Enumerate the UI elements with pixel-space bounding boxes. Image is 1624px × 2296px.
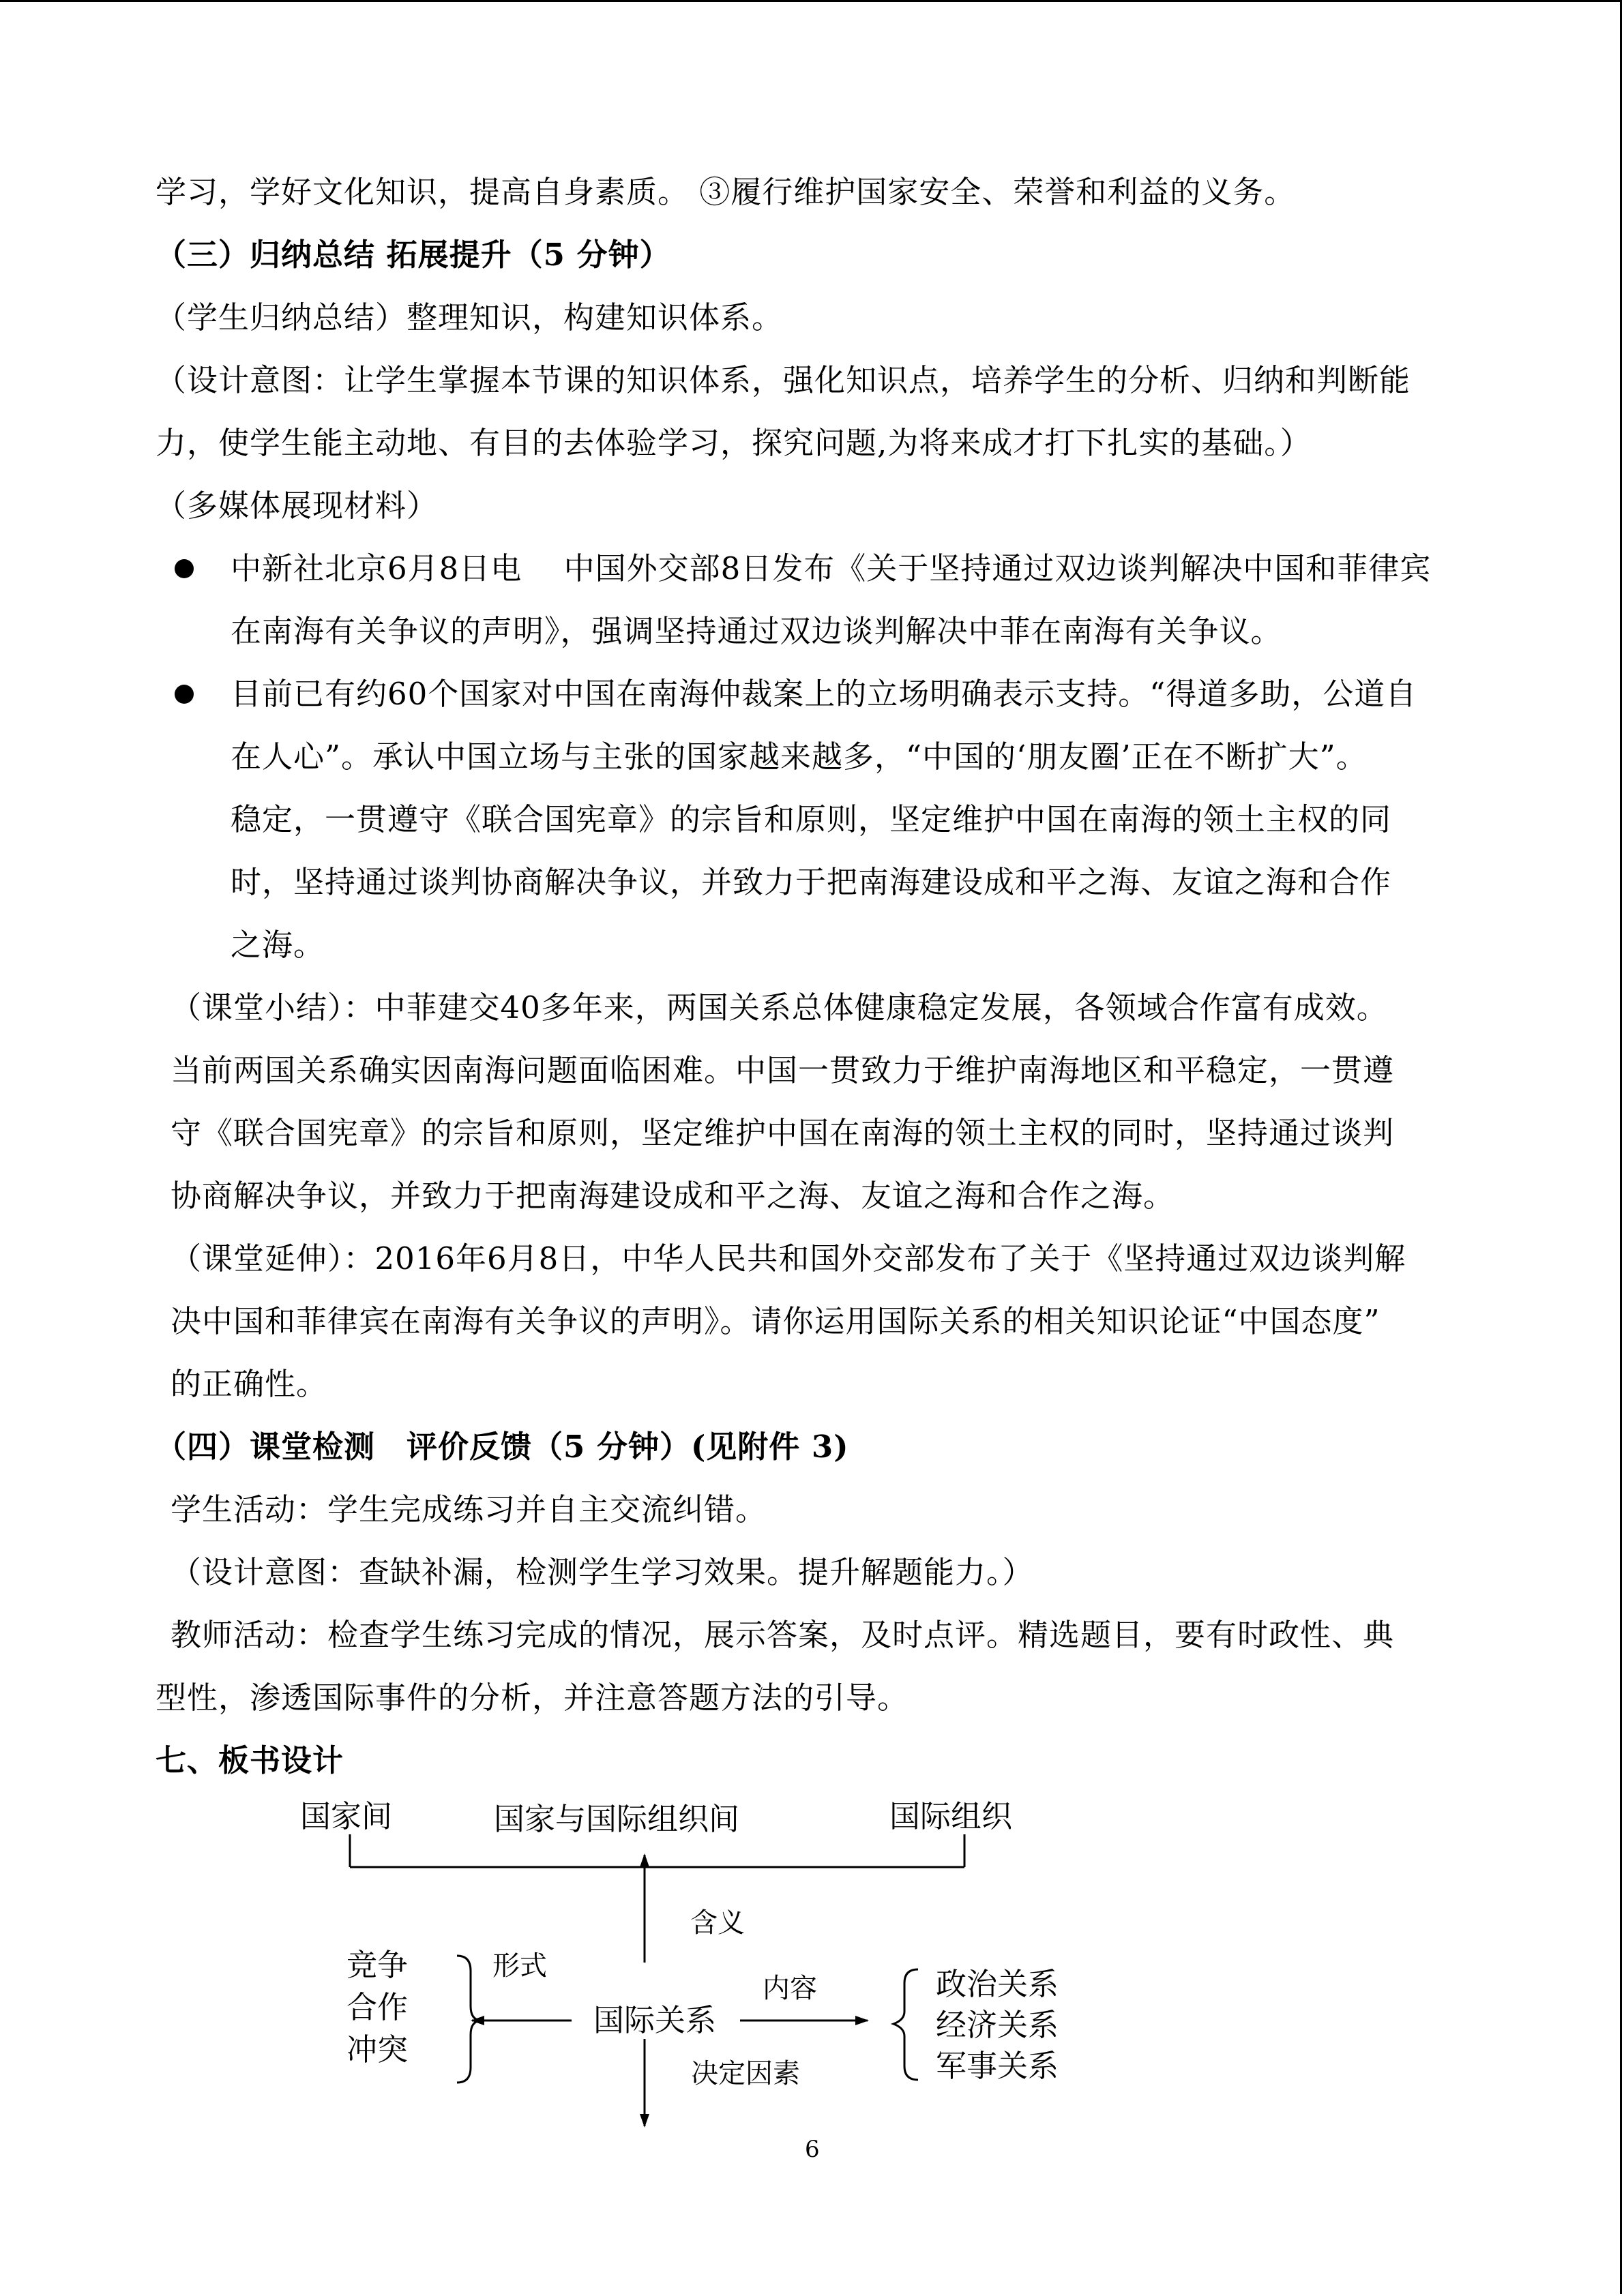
paragraph-line: （多媒体展现材料） xyxy=(156,488,439,524)
diagram-determinant-label: 决定因素 xyxy=(691,2058,800,2089)
diagram-form-label: 形式 xyxy=(492,1950,547,1982)
diagram-right-item: 政治关系 xyxy=(936,1966,1059,2002)
section-heading: （三）归纳总结 拓展提升（5 分钟） xyxy=(156,237,671,273)
paragraph-line: （课堂延伸）：2016年6月8日，中华人民共和国外交部发布了关于《坚持通过双边谈判解 xyxy=(171,1240,1406,1277)
diagram-left-item: 冲突 xyxy=(346,2031,409,2068)
paragraph-line: 当前两国关系确实因南海问题面临困难。中国一贯致力于维护南海地区和平稳定，一贯遵 xyxy=(171,1052,1395,1088)
diagram-right-item: 经济关系 xyxy=(936,2007,1059,2043)
page-number: 6 xyxy=(805,2136,820,2163)
bullet-line: 之海。 xyxy=(231,927,325,963)
paragraph-line: 的正确性。 xyxy=(171,1366,328,1402)
diagram-left-item: 竞争 xyxy=(346,1947,409,1983)
paragraph-line: 型性，渗透国际事件的分析，并注意答题方法的引导。 xyxy=(156,1680,909,1716)
paragraph-line: 学生活动：学生完成练习并自主交流纠错。 xyxy=(171,1491,767,1527)
diagram-center-label: 国际关系 xyxy=(593,2002,717,2038)
paragraph-line: 学习，学好文化知识，提高自身素质。 ③履行维护国家安全、荣誉和利益的义务。 xyxy=(156,174,1296,210)
bullet-line: 稳定，一贯遵守《联合国宪章》的宗旨和原则，坚定维护中国在南海的领土主权的同 xyxy=(231,801,1392,837)
paragraph-line: 力，使学生能主动地、有目的去体验学习，探究问题,为将来成才打下扎实的基础。） xyxy=(156,425,1312,461)
diagram-meaning-label: 含义 xyxy=(690,1907,745,1939)
bullet-line: 目前已有约60个国家对中国在南海仲裁案上的立场明确表示支持。“得道多助，公道自 xyxy=(231,676,1417,712)
bullet-line: 在人心”。承认中国立场与主张的国家越来越多，“中国的‘朋友圈’正在不断扩大”。 xyxy=(231,739,1368,775)
bullet-line: 在南海有关争议的声明》，强调坚持通过双边谈判解决中菲在南海有关争议。 xyxy=(231,613,1282,649)
diagram-top-label: 国家与国际组织间 xyxy=(494,1801,740,1837)
section-heading: （四）课堂检测 评价反馈（5 分钟）(见附件 3) xyxy=(156,1429,849,1465)
paragraph-line: 协商解决争议，并致力于把南海建设成和平之海、友谊之海和合作之海。 xyxy=(171,1178,1175,1214)
paragraph-line: 教师活动：检查学生练习完成的情况，展示答案，及时点评。精选题目，要有时政性、典 xyxy=(171,1617,1395,1653)
paragraph-line: （课堂小结）：中菲建交40多年来，两国关系总体健康稳定发展，各领域合作富有成效。 xyxy=(171,989,1388,1026)
paragraph-line: （设计意图：让学生掌握本节课的知识体系，强化知识点，培养学生的分析、归纳和判断能 xyxy=(156,362,1411,398)
section-heading: 七、板书设计 xyxy=(156,1742,344,1778)
paragraph-line: 决中国和菲律宾在南海有关争议的声明》。请你运用国际关系的相关知识论证“中国态度” xyxy=(171,1303,1381,1339)
paragraph-line: （设计意图：查缺补漏，检测学生学习效果。提升解题能力。） xyxy=(171,1554,1034,1590)
paragraph-line: （学生归纳总结）整理知识，构建知识体系。 xyxy=(156,299,784,336)
diagram-top-label: 国际组织 xyxy=(889,1798,1013,1834)
bullet-line: 时，坚持通过谈判协商解决争议，并致力于把南海建设成和平之海、友谊之海和合作 xyxy=(231,864,1392,900)
diagram-right-item: 军事关系 xyxy=(936,2048,1059,2084)
bullet-line: 中新社北京6月8日电 中国外交部8日发布《关于坚持通过双边谈判解决中国和菲律宾 xyxy=(231,550,1432,586)
diagram-content-label: 内容 xyxy=(763,1973,817,2004)
diagram-left-item: 合作 xyxy=(346,1989,409,2025)
diagram-top-label: 国家间 xyxy=(300,1798,393,1834)
paragraph-line: 守《联合国宪章》的宗旨和原则，坚定维护中国在南海的领土主权的同时，坚持通过谈判 xyxy=(171,1115,1395,1151)
